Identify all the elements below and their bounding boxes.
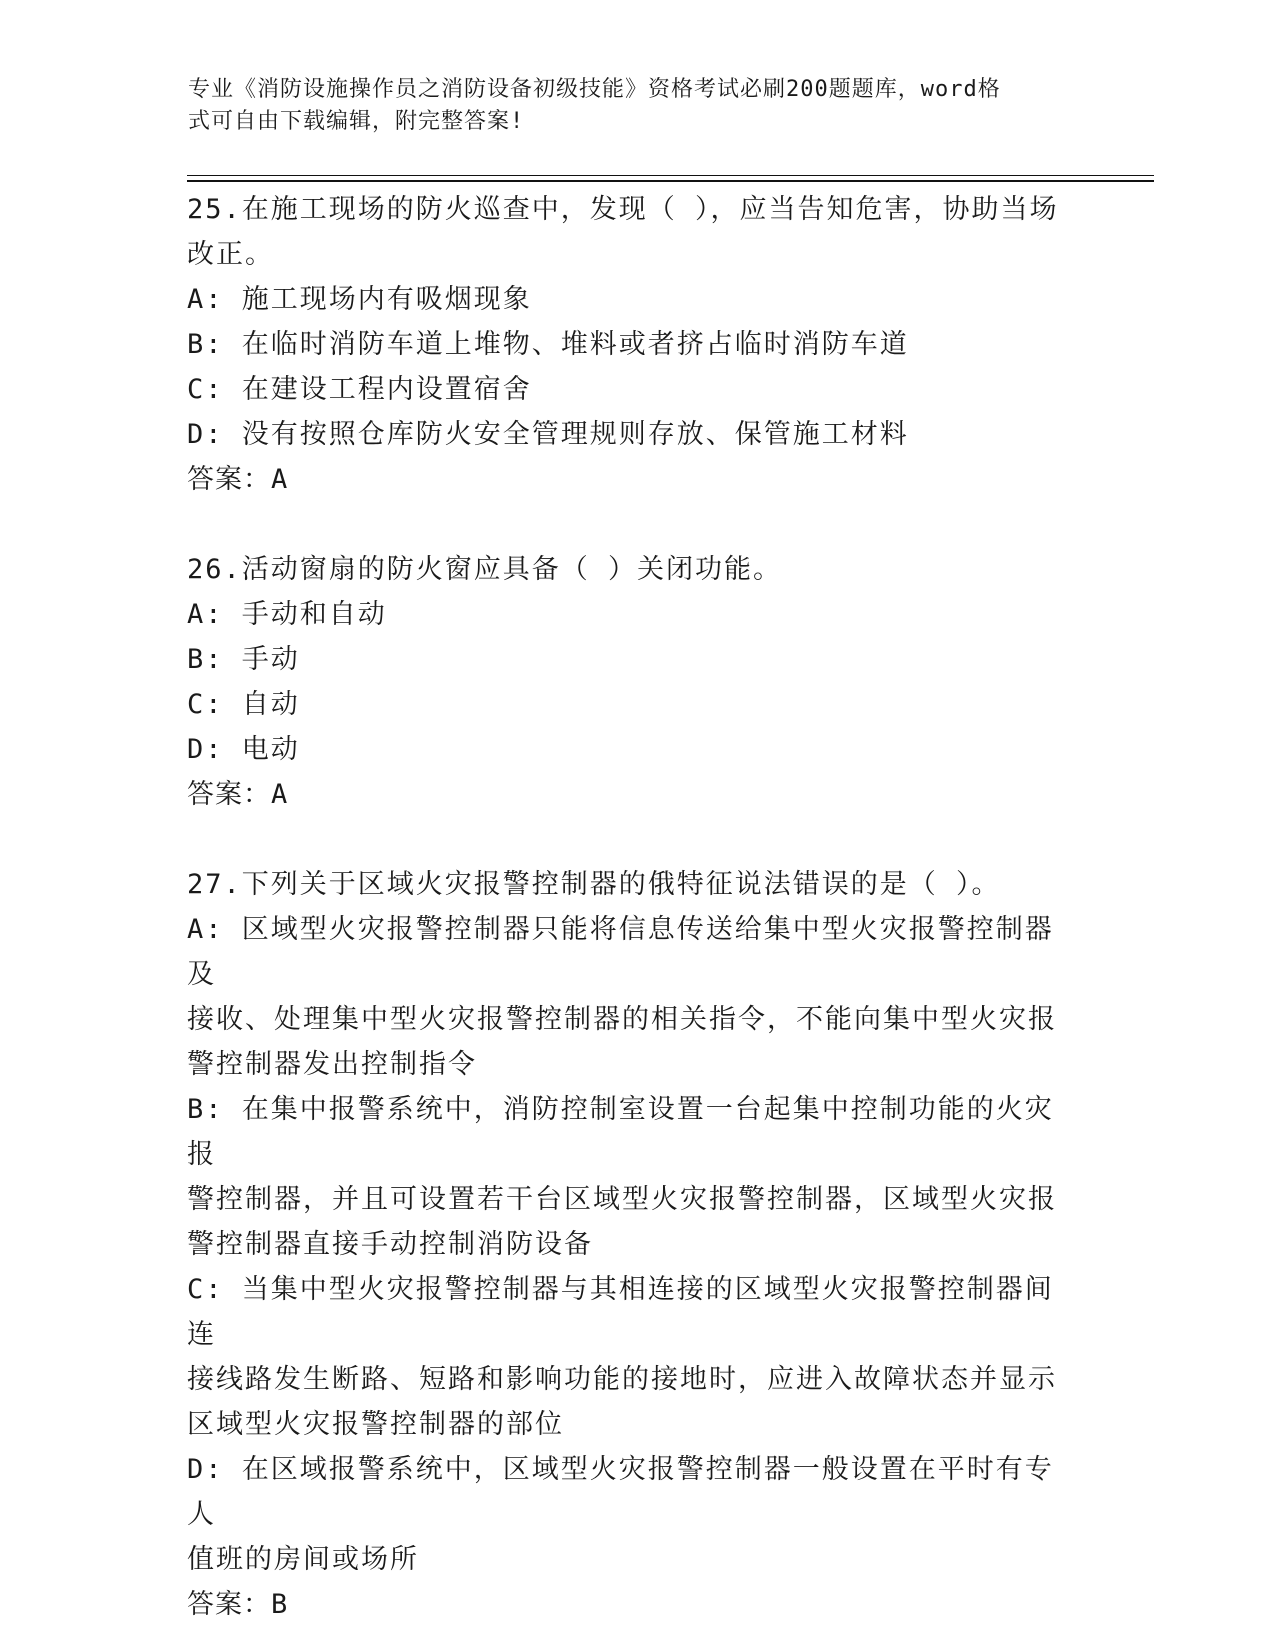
option-a-continuation: 警控制器发出控制指令 [187, 1049, 477, 1080]
question-stem [187, 547, 1067, 592]
option-text: 在区域报警系统中，区域型火灾报警控制器一般设置在平时有专人 [187, 1454, 1054, 1530]
option-d [187, 727, 1067, 772]
option-a [187, 592, 1067, 637]
header-text-line-1: 专业《消防设施操作员之消防设备初级技能》资格考试必刷200题题库，word格 [188, 77, 1001, 102]
answer-line [187, 772, 1067, 817]
header-text-line-2: 式可自由下载编辑，附完整答案! [188, 109, 525, 134]
option-d [187, 412, 1067, 457]
option-c [187, 682, 1067, 727]
option-text: 在临时消防车道上堆物、堆料或者挤占临时消防车道 [241, 329, 909, 360]
option-c [187, 1267, 1067, 1357]
answer-line [187, 457, 1067, 502]
option-label: C: [187, 374, 224, 405]
question-stem-continuation: 改正。 [187, 239, 274, 270]
option-a [187, 907, 1067, 997]
question-stem [187, 187, 1067, 232]
option-label: D: [187, 1454, 224, 1485]
option-b [187, 322, 1067, 367]
option-text: 区域型火灾报警控制器只能将信息传送给集中型火灾报警控制器及 [187, 914, 1054, 990]
option-label: B: [187, 329, 224, 360]
option-b-continuation: 警控制器直接手动控制消防设备 [187, 1229, 593, 1260]
answer-value: B [271, 1589, 289, 1620]
question-list [187, 187, 1067, 1627]
option-label: D: [187, 734, 224, 765]
question-stem-text: 在施工现场的防火巡查中，发现（ ），应当告知危害，协助当场 [241, 194, 1059, 225]
document-header [188, 74, 1068, 138]
question-number: 26. [187, 554, 242, 585]
option-c [187, 367, 1067, 412]
option-label: C: [187, 689, 224, 720]
option-label: B: [187, 644, 224, 675]
question-25 [187, 187, 1067, 502]
answer-value: A [271, 779, 289, 810]
answer-label: 答案： [187, 464, 271, 495]
header-divider-thin [187, 175, 1154, 176]
option-label: A: [187, 599, 224, 630]
option-text: 当集中型火灾报警控制器与其相连接的区域型火灾报警控制器间连 [187, 1274, 1054, 1350]
option-label: B: [187, 1094, 224, 1125]
option-a-continuation: 接收、处理集中型火灾报警控制器的相关指令，不能向集中型火灾报 [187, 1004, 1057, 1035]
option-label: A: [187, 914, 224, 945]
option-text: 施工现场内有吸烟现象 [241, 284, 532, 315]
option-b [187, 1087, 1067, 1177]
answer-line [187, 1582, 1067, 1627]
question-26 [187, 547, 1067, 817]
option-b [187, 637, 1067, 682]
option-a [187, 277, 1067, 322]
option-c-continuation: 区域型火灾报警控制器的部位 [187, 1409, 564, 1440]
question-stem-text: 下列关于区域火灾报警控制器的俄特征说法错误的是（ ）。 [241, 869, 1001, 900]
option-d [187, 1447, 1067, 1537]
option-text: 手动和自动 [241, 599, 387, 630]
answer-value: A [271, 464, 289, 495]
option-c-continuation: 接线路发生断路、短路和影响功能的接地时，应进入故障状态并显示 [187, 1364, 1057, 1395]
header-divider-thick [187, 180, 1154, 182]
answer-label: 答案： [187, 779, 271, 810]
option-label: D: [187, 419, 224, 450]
answer-label: 答案： [187, 1589, 271, 1620]
option-b-continuation: 警控制器，并且可设置若干台区域型火灾报警控制器，区域型火灾报 [187, 1184, 1057, 1215]
option-label: C: [187, 1274, 224, 1305]
option-label: A: [187, 284, 224, 315]
option-text: 在建设工程内设置宿舍 [241, 374, 532, 405]
question-stem-text: 活动窗扇的防火窗应具备（ ）关闭功能。 [241, 554, 783, 585]
option-text: 没有按照仓库防火安全管理规则存放、保管施工材料 [241, 419, 909, 450]
option-text: 手动 [241, 644, 300, 675]
question-stem [187, 862, 1067, 907]
option-text: 自动 [241, 689, 300, 720]
question-27 [187, 862, 1067, 1627]
option-d-continuation: 值班的房间或场所 [187, 1544, 419, 1575]
option-text: 电动 [241, 734, 300, 765]
question-number: 25. [187, 194, 242, 225]
question-number: 27. [187, 869, 242, 900]
option-text: 在集中报警系统中，消防控制室设置一台起集中控制功能的火灾报 [187, 1094, 1054, 1170]
